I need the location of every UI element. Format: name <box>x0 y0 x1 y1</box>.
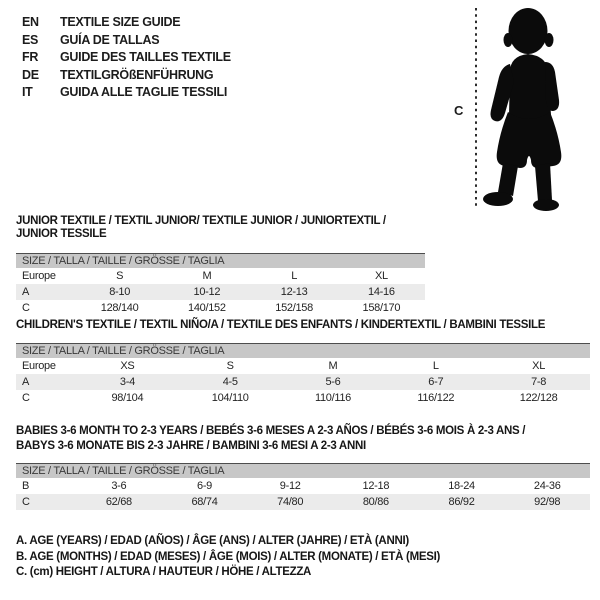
language-row <box>22 84 231 102</box>
row-label: A <box>22 376 30 388</box>
table-row <box>16 494 590 510</box>
cell: 14-16 <box>368 286 395 298</box>
size-table <box>16 463 590 510</box>
cell: 6-7 <box>428 376 444 388</box>
cell: 3-4 <box>119 376 135 388</box>
cell: XS <box>120 360 135 372</box>
size-table <box>16 343 590 406</box>
language-title: GUIDA ALLE TAGLIE TESSILI <box>60 85 228 99</box>
table-title-line: CHILDREN'S TEXTILE / TEXTIL NIÑO/A / TEXTILE DES ENFANTS / KINDERTEXTIL / BAMBINI TESSILE <box>16 319 546 331</box>
table-title-line: BABYS 3-6 MONATE BIS 2-3 JAHRE / BAMBINI 3-6 MESI A 2-3 ANNI <box>16 440 366 452</box>
baby-silhouette-graphic <box>450 0 600 215</box>
legend-line-a: A. AGE (YEARS) / EDAD (AÑOS) / ÂGE (ANS) / ALTER (JAHRE) / ETÀ (ANNI) <box>16 535 409 547</box>
cell: 3-6 <box>111 480 127 492</box>
cell: 62/68 <box>105 496 132 508</box>
row-label: Europe <box>22 270 56 282</box>
legend <box>16 534 440 581</box>
cell: 80/86 <box>362 496 389 508</box>
cell: XL <box>374 270 388 282</box>
cell: 152/158 <box>275 302 313 314</box>
language-code: IT <box>22 85 33 99</box>
table-row <box>16 478 590 494</box>
language-title: GUÍA DE TALLAS <box>60 32 160 47</box>
cell: M <box>202 270 212 282</box>
height-figure <box>450 0 600 215</box>
cell: 68/74 <box>191 496 218 508</box>
language-row <box>22 32 231 50</box>
table-row <box>16 284 425 300</box>
table-title-line: BABIES 3-6 MONTH TO 2-3 YEARS / BEBÉS 3-6 MESES A 2-3 AÑOS / BÉBÉS 3-6 MOIS À 2-3 ANS / <box>16 425 526 437</box>
legend-line-b: B. AGE (MONTHS) / EDAD (MESES) / ÂGE (MOIS) / ALTER (MONATE) / ETÀ (MESI) <box>16 550 441 563</box>
language-code: EN <box>22 15 39 29</box>
language-code: ES <box>22 32 39 47</box>
row-label: A <box>22 286 30 298</box>
cell: 128/140 <box>100 302 139 314</box>
cell: 92/98 <box>534 496 561 508</box>
legend-line-c: C. (cm) HEIGHT / ALTURA / HAUTEUR / HÖHE / ALTEZZA <box>16 566 312 578</box>
table-row <box>16 358 590 374</box>
cell: 98/104 <box>111 392 144 404</box>
cell: 86/92 <box>448 496 475 508</box>
cell: L <box>291 270 298 282</box>
cell: 110/116 <box>314 392 351 404</box>
language-title: TEXTILE SIZE GUIDE <box>60 15 181 29</box>
cell: 5-6 <box>325 376 341 388</box>
row-label: Europe <box>22 360 56 372</box>
children-textile-section <box>16 319 590 406</box>
table-row <box>16 390 590 406</box>
language-code: DE <box>22 67 39 82</box>
cell: M <box>328 360 338 372</box>
row-label: C <box>22 302 30 314</box>
cell: S <box>116 270 124 282</box>
cell: 24-36 <box>533 480 561 492</box>
table-row <box>16 374 590 390</box>
table-size-band: SIZE / TALLA / TAILLE / GRÖSSE / TAGLIA <box>16 343 590 358</box>
cell: 4-5 <box>222 376 238 388</box>
cell: 18-24 <box>448 480 475 492</box>
size-table <box>16 253 425 316</box>
language-title: TEXTILGRÖßENFÜHRUNG <box>60 67 214 82</box>
cell: 104/110 <box>211 392 249 404</box>
table-size-band: SIZE / TALLA / TAILLE / GRÖSSE / TAGLIA <box>16 253 425 268</box>
table-size-band: SIZE / TALLA / TAILLE / GRÖSSE / TAGLIA <box>16 463 590 478</box>
table-row <box>16 300 425 316</box>
cell: 10-12 <box>193 286 221 298</box>
table-row <box>16 268 425 284</box>
babies-textile-section <box>16 424 590 510</box>
cell: XL <box>532 360 546 372</box>
table-title-line: JUNIOR TEXTILE / TEXTIL JUNIOR/ TEXTILE JUNIOR / JUNIORTEXTIL / JUNIOR TESSILE <box>16 215 386 240</box>
cell: 116/122 <box>417 392 455 404</box>
language-title: GUIDE DES TAILLES TEXTILE <box>60 50 231 64</box>
row-label: B <box>22 480 30 492</box>
cell: 12-13 <box>280 286 308 298</box>
language-list <box>22 14 231 102</box>
language-row <box>22 14 231 32</box>
cell: 9-12 <box>279 480 301 492</box>
row-label: C <box>22 392 30 404</box>
cell: L <box>432 360 439 372</box>
cell: 12-18 <box>362 480 390 492</box>
cell: 8-10 <box>109 286 131 298</box>
cell: S <box>226 360 234 372</box>
language-row <box>22 49 231 67</box>
baby-silhouette <box>483 8 561 211</box>
table-title <box>16 424 590 454</box>
cell: 7-8 <box>531 376 547 388</box>
table-title <box>16 215 425 241</box>
height-measure-label: C <box>454 103 464 118</box>
table-title <box>16 319 590 332</box>
junior-textile-section <box>16 215 425 316</box>
cell: 6-9 <box>197 480 212 492</box>
cell: 122/128 <box>519 392 558 404</box>
row-label: C <box>22 496 30 508</box>
cell: 158/170 <box>362 302 401 314</box>
language-code: FR <box>22 50 39 64</box>
cell: 74/80 <box>277 496 304 508</box>
cell: 140/152 <box>188 302 226 314</box>
language-row <box>22 67 231 85</box>
